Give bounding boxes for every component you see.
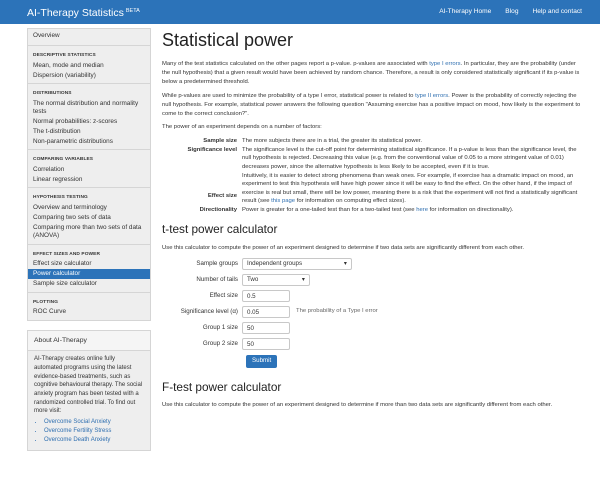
effect-size-text-cont: for information on computing effect sizes).	[295, 198, 406, 205]
about-title: About AI-Therapy	[28, 331, 150, 351]
row-sample-groups	[162, 258, 582, 270]
power-text: While p-values are used to minimize the probability of a type I error, statistical power is related to	[162, 92, 416, 99]
sidebar-item-mean-mode-median[interactable]: Mean, mode and median	[33, 61, 104, 69]
divider	[28, 187, 150, 188]
factor-term-significance: Significance level	[187, 146, 237, 153]
page-title: Statistical power	[162, 30, 294, 50]
power-paragraph	[162, 92, 582, 119]
chevron-down-icon: ▾	[301, 275, 305, 283]
sample-groups-select[interactable]	[242, 258, 352, 270]
brand-logo[interactable]	[27, 6, 140, 20]
factor-term-directionality: Directionality	[199, 206, 237, 213]
f-test-description: Use this calculator to compute the power of an experiment designed to determine if more than two data sets are significantly different from each other.	[162, 402, 553, 409]
link-overcome-fertility-stress[interactable]: • Overcome Fertility Stress	[44, 427, 144, 436]
factor-def-effect-size	[242, 172, 582, 206]
factor-term-effect-size: Effect size	[207, 192, 237, 199]
section-heading-distributions: DISTRIBUTIONS	[33, 91, 72, 97]
label-effect-size: Effect size	[209, 291, 238, 299]
group2-size-input[interactable]	[242, 338, 290, 350]
divider	[28, 83, 150, 84]
section-heading-hypothesis: HYPOTHESIS TESTING	[33, 195, 88, 201]
section-heading-plotting: PLOTTING	[33, 299, 59, 305]
directionality-text: Power is greater for a one-tailed test than for a two-tailed test (see	[242, 206, 417, 213]
tails-value: Two	[247, 275, 259, 283]
about-text: AI-Therapy creates online fully automated programs using the latest evidence-based treatments, such as cognitive behavioural therapy. The social anxiety program has been tested with a randomized controlled trial. To find out more visit:	[34, 356, 143, 415]
chevron-down-icon: ▾	[343, 259, 347, 267]
t-test-heading	[162, 222, 582, 238]
label-tails: Number of tails	[196, 275, 238, 283]
nav-link-blog[interactable]: Blog	[505, 8, 519, 15]
sidebar-item-non-parametric[interactable]: Non-parametric distributions	[33, 138, 113, 146]
link-overcome-social-anxiety[interactable]: • Overcome Social Anxiety	[44, 418, 144, 427]
nav-link-help[interactable]: Help and contact	[532, 8, 582, 15]
factors-intro: The power of an experiment depends on a number of factors:	[162, 124, 322, 131]
row-tails	[162, 274, 582, 286]
section-heading-effect-power: EFFECT SIZES AND POWER	[33, 251, 101, 257]
brand-name[interactable]: AI-Therapy Statistics	[27, 7, 124, 19]
row-group1	[162, 322, 582, 334]
sidebar-item-dispersion[interactable]: Dispersion (variability)	[33, 71, 96, 79]
sidebar-item-z-scores[interactable]: Normal probabilities: z-scores	[33, 117, 118, 125]
sidebar-item-t-distribution[interactable]: The t-distribution	[33, 128, 81, 136]
sidebar-item-anova[interactable]: Comparing more than two sets of data (ANOVA)	[33, 224, 142, 240]
factor-def-significance: The significance level is the cut-off point for determining statistical significance. If a p-value is less than the significance level, the null hypothesis is rejected. Decreasing this value (e.g. from the conventional value of 0.05 to a more stringent value of 0.01) decreases power, since the alternative hypothesis is less likely to be accepted, even if it is true.	[242, 146, 577, 170]
link-type-i-errors[interactable]: type I errors	[429, 61, 461, 68]
nav-links	[439, 8, 582, 17]
row-effect-size	[162, 290, 582, 302]
sidebar	[27, 28, 151, 451]
t-test-form	[162, 258, 582, 367]
row-group2	[162, 338, 582, 350]
factor-def-sample-size: The more subjects there are in a trial, the greater its statistical power.	[242, 138, 423, 145]
group1-size-input[interactable]	[242, 322, 290, 334]
section-heading-comparing: COMPARING VARIABLES	[33, 157, 94, 163]
submit-button[interactable]: Submit	[246, 355, 277, 367]
f-test-heading: F-test power calculator	[162, 379, 282, 394]
sample-groups-value: Independent groups	[247, 259, 303, 267]
sidebar-item-correlation[interactable]: Correlation	[33, 165, 65, 173]
sidebar-item-overview[interactable]: Overview	[33, 32, 60, 39]
t-test-description: Use this calculator to compute the power of an experiment designed to determine if two data sets are significantly different from each other.	[162, 245, 525, 252]
row-significance	[162, 306, 582, 318]
sidebar-item-roc-curve[interactable]: ROC Curve	[33, 308, 67, 315]
label-group2: Group 2 size	[202, 339, 238, 347]
t-test-title: t-test power calculator	[162, 222, 278, 237]
sidebar-menu	[27, 28, 151, 321]
label-group1: Group 1 size	[202, 323, 238, 331]
divider	[28, 149, 150, 150]
significance-input[interactable]	[242, 306, 290, 318]
nav-link-home[interactable]: AI-Therapy Home	[439, 8, 492, 15]
main-content	[162, 28, 582, 415]
intro-text-cont: . In particular, they are the probability (under the null hypothesis) that a given result would have been achieved by random chance. Therefore, a result is only considered statistically significant if its p-value is below a predetermined threshold.	[162, 61, 580, 86]
sidebar-item-sample-size[interactable]: Sample size calculator	[33, 280, 97, 288]
beta-badge: BETA	[125, 7, 140, 14]
about-panel	[27, 330, 151, 451]
sidebar-item-power-calculator[interactable]: Power calculator	[28, 269, 150, 279]
divider	[28, 292, 150, 293]
factors-list	[162, 137, 582, 214]
tails-select[interactable]	[242, 274, 310, 286]
directionality-text-cont: for information on directionality).	[428, 206, 514, 213]
about-body	[28, 351, 150, 450]
section-heading-descriptive: DESCRIPTIVE STATISTICS	[33, 53, 96, 59]
label-significance: Significance level (α)	[180, 307, 238, 315]
divider	[28, 244, 150, 245]
sidebar-item-overview-terminology[interactable]: Overview and terminology	[33, 203, 107, 211]
significance-hint: The probability of a Type I error	[296, 308, 378, 315]
factor-def-directionality	[242, 206, 582, 215]
sidebar-item-normal-distribution[interactable]: The normal distribution and normality tests	[33, 99, 139, 115]
label-sample-groups: Sample groups	[196, 259, 238, 267]
effect-size-text: Intuitively, it is easier to detect strong phenomena than weak ones. For example, if exercise has a dramatic impact on mood, an experiment to test this hypothesis will have high power since it will be easy to find the effect. On the other hand, if the impact of exercise is real but small, there will be low power, meaning there is a risk that the experiment will not find a statistically significant result (see	[242, 172, 578, 205]
intro-text: Many of the test statistics calculated on the other pages report a p-value. p-values are associated with	[162, 61, 430, 68]
intro-paragraph	[162, 60, 582, 87]
about-links	[44, 418, 144, 444]
power-text-cont: . Power is the probability of correctly rejecting the null hypothesis. For example, statistical power answers the following question "Assuming exercise has a positive impact on mood, how likely is the experiment to come to the correct conclusion?".	[162, 92, 581, 117]
link-this-page[interactable]: this page	[271, 198, 296, 205]
divider	[28, 45, 150, 46]
link-here[interactable]: here	[416, 206, 428, 213]
sidebar-item-effect-size[interactable]: Effect size calculator	[33, 259, 92, 267]
effect-size-input[interactable]	[242, 290, 290, 302]
link-type-ii-errors[interactable]: type II errors	[415, 92, 449, 99]
sidebar-item-linear-regression[interactable]: Linear regression	[33, 176, 83, 184]
factor-term-sample-size: Sample size	[203, 138, 237, 145]
top-navbar	[0, 0, 600, 24]
sidebar-item-comparing-two[interactable]: Comparing two sets of data	[33, 213, 111, 221]
link-overcome-death-anxiety[interactable]: • Overcome Death Anxiety	[44, 436, 144, 445]
